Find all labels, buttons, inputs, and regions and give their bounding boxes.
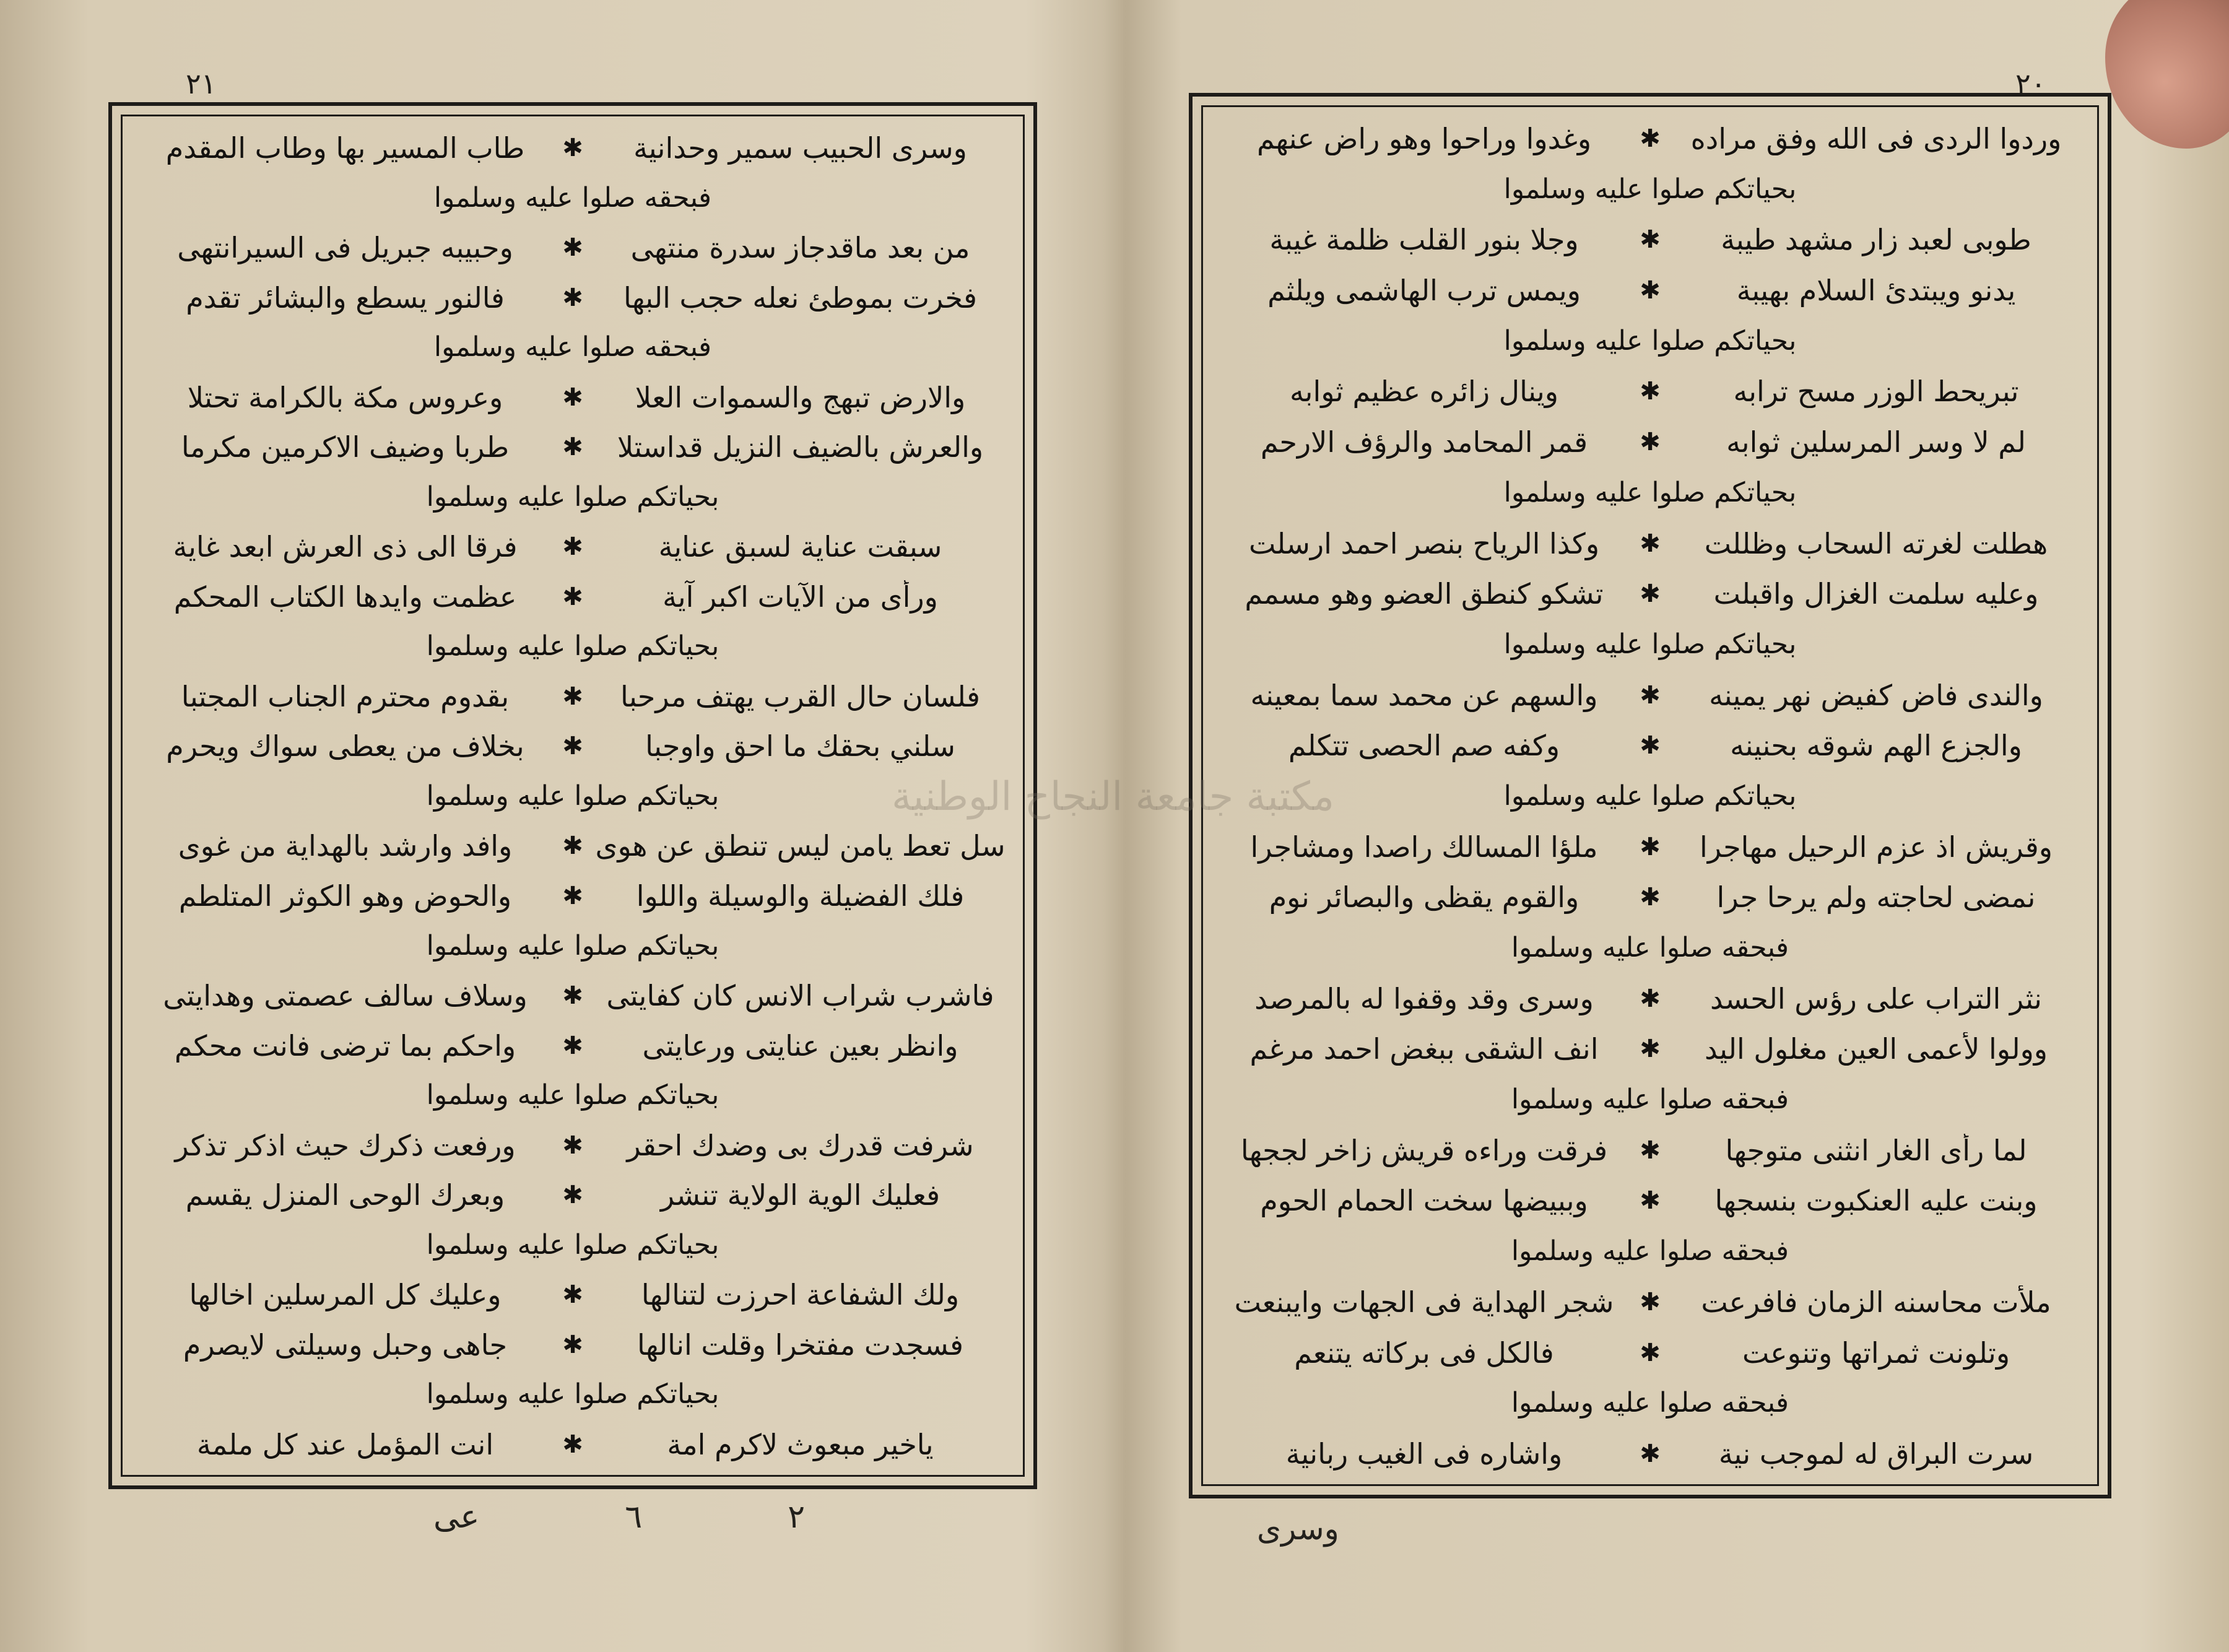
- star-separator-icon: ✱: [562, 383, 583, 412]
- verse-line: [1217, 827, 2083, 867]
- second-hemistich: واشاره فى الغيب ربانية: [1285, 1437, 1563, 1471]
- star-separator-icon: ✱: [562, 283, 583, 312]
- first-hemistich: فاشرب شراب الانس كان كفايتى: [606, 979, 994, 1013]
- second-hemistich: بقدوم محترم الجناب المجتبا: [181, 679, 510, 713]
- refrain-line: بحياتكم صلوا عليه وسلموا: [1503, 173, 1797, 205]
- second-hemistich: انت المؤمل عند كل ملمة: [196, 1427, 494, 1461]
- verse-line: [1217, 978, 2083, 1019]
- refrain-line: فبحقه صلوا عليه وسلموا: [433, 331, 712, 363]
- refrain-line: فبحقه صلوا عليه وسلموا: [1511, 1235, 1789, 1267]
- second-hemistich: فرقا الى ذى العرش ابعد غاية: [173, 530, 518, 564]
- second-hemistich: والقوم يقظى والبصائر نوم: [1269, 880, 1579, 915]
- second-hemistich: تشكو كنطق العضو وهو مسمم: [1245, 577, 1604, 611]
- first-hemistich: سل تعط يامن ليس تنطق عن هوى: [595, 829, 1006, 863]
- first-hemistich: فعليك الوية الولاية تنشر: [660, 1178, 941, 1212]
- star-separator-icon: ✱: [1640, 1186, 1661, 1215]
- second-hemistich: وجلا بنور القلب ظلمة غيبة: [1269, 223, 1579, 257]
- verse-line: [136, 128, 1009, 168]
- refrain-line: بحياتكم صلوا عليه وسلموا: [426, 780, 719, 812]
- first-hemistich: نمضى لحاجته ولم يرحا جرا: [1716, 880, 2036, 915]
- second-hemistich: وينال زائره عظيم ثوابه: [1290, 375, 1558, 409]
- second-hemistich: والسهم عن محمد سما بمعينه: [1250, 678, 1598, 712]
- first-hemistich: والندى فاض كفيض نهر يمينه: [1709, 678, 2043, 712]
- refrain-line: بحياتكم صلوا عليه وسلموا: [1503, 324, 1797, 357]
- refrain-line: فبحقه صلوا عليه وسلموا: [433, 181, 712, 214]
- verse-line: [1217, 1028, 2083, 1069]
- verse-line: [136, 1025, 1009, 1066]
- first-hemistich: والارض تبهج والسموات العلا: [635, 380, 966, 414]
- star-separator-icon: ✱: [562, 1280, 583, 1310]
- star-separator-icon: ✱: [562, 1031, 583, 1060]
- verse-line: [1217, 1180, 2083, 1221]
- star-separator-icon: ✱: [562, 1131, 583, 1160]
- refrain-line: بحياتكم صلوا عليه وسلموا: [1503, 476, 1797, 508]
- verse-line: [1217, 1282, 2083, 1323]
- first-hemistich: طوبى لعبد زار مشهد طيبة: [1721, 223, 2031, 257]
- first-hemistich: لما رأى الغار انثنى متوجها: [1725, 1133, 2027, 1167]
- second-hemistich: وكفه صم الحصى تتكلم: [1288, 729, 1560, 763]
- second-hemistich: فالنور يسطع والبشائر تقدم: [186, 280, 505, 315]
- star-separator-icon: ✱: [1640, 529, 1661, 558]
- star-separator-icon: ✱: [562, 533, 583, 562]
- star-separator-icon: ✱: [1640, 276, 1661, 305]
- star-separator-icon: ✱: [562, 981, 583, 1011]
- verse-line: [136, 227, 1009, 268]
- star-separator-icon: ✱: [562, 233, 583, 263]
- second-hemistich: طاب المسير بها وطاب المقدم: [165, 131, 525, 165]
- star-separator-icon: ✱: [1640, 428, 1661, 457]
- second-hemistich: قمر المحامد والرؤف الارحم: [1260, 425, 1588, 459]
- first-hemistich: يدنو ويبتدئ السلام بهيبة: [1736, 274, 2016, 308]
- verse-block: [121, 115, 1025, 1477]
- verse-line: [1217, 1332, 2083, 1373]
- star-separator-icon: ✱: [1640, 1136, 1661, 1165]
- verse-line: [1217, 523, 2083, 564]
- signature-mark: عى: [433, 1498, 480, 1536]
- star-separator-icon: ✱: [1640, 377, 1661, 406]
- verse-line: [1217, 573, 2083, 614]
- verse-line: [136, 526, 1009, 567]
- star-separator-icon: ✱: [1640, 731, 1661, 760]
- second-hemistich: وبعرك الوحى المنزل يقسم: [185, 1178, 505, 1212]
- star-separator-icon: ✱: [1640, 883, 1661, 912]
- star-separator-icon: ✱: [1640, 1035, 1661, 1064]
- verse-line: [1217, 1130, 2083, 1171]
- refrain-line: بحياتكم صلوا عليه وسلموا: [426, 480, 719, 513]
- verse-line: [136, 825, 1009, 866]
- star-separator-icon: ✱: [1640, 124, 1661, 153]
- first-hemistich: والعرش بالضيف النزيل قداستلا: [617, 430, 984, 464]
- star-separator-icon: ✱: [1640, 225, 1661, 254]
- first-hemistich: ولك الشفاعة احرزت لتنالها: [641, 1278, 960, 1312]
- star-separator-icon: ✱: [562, 582, 583, 611]
- first-hemistich: فخرت بموطئ نعله حجب البها: [623, 280, 978, 315]
- first-hemistich: وردوا الردى فى الله وفق مراده: [1690, 122, 2062, 155]
- star-separator-icon: ✱: [562, 1181, 583, 1210]
- verse-line: [136, 1175, 1009, 1215]
- verse-line: [136, 427, 1009, 467]
- first-hemistich: فلسان حال القرب يهتف مرحبا: [620, 679, 981, 713]
- first-hemistich: وقريش اذ عزم الرحيل مهاجرا: [1700, 830, 2053, 864]
- star-separator-icon: ✱: [1640, 832, 1661, 861]
- refrain-line: بحياتكم صلوا عليه وسلموا: [426, 929, 719, 962]
- second-hemistich: وعليك كل المرسلين اخالها: [189, 1278, 502, 1312]
- library-watermark: مكتبة جامعة النجاح الوطنية: [892, 774, 1335, 820]
- verse-line: [1217, 877, 2083, 918]
- first-hemistich: فلك الفضيلة والوسيلة واللوا: [636, 879, 965, 913]
- refrain-line: بحياتكم صلوا عليه وسلموا: [426, 630, 719, 663]
- second-hemistich: وغدوا وراحوا وهو راض عنهم: [1256, 122, 1592, 155]
- verse-line: [1217, 725, 2083, 766]
- verse-line: [136, 676, 1009, 717]
- refrain-line: بحياتكم صلوا عليه وسلموا: [426, 1378, 719, 1411]
- first-hemistich: وانظر بعين عنايتى ورعايتى: [642, 1028, 958, 1063]
- star-separator-icon: ✱: [562, 832, 583, 861]
- second-hemistich: جاهى وحبل وسيلتى لايصرم: [183, 1328, 508, 1362]
- second-hemistich: وببيضها سخت الحمام الحوم: [1260, 1184, 1588, 1218]
- verse-line: [1217, 422, 2083, 463]
- star-separator-icon: ✱: [562, 433, 583, 462]
- refrain-line: بحياتكم صلوا عليه وسلموا: [1503, 628, 1797, 660]
- page-number: ٢١: [186, 67, 217, 100]
- star-separator-icon: ✱: [562, 1330, 583, 1359]
- star-separator-icon: ✱: [1640, 984, 1661, 1013]
- verse-line: [136, 1125, 1009, 1166]
- verse-line: [1217, 270, 2083, 311]
- second-hemistich: ويمس ترب الهاشمى ويلثم: [1267, 274, 1581, 308]
- first-hemistich: هطلت لغرته السحاب وظللت: [1704, 526, 2048, 560]
- second-hemistich: وعروس مكة بالكرامة تحتلا: [187, 380, 503, 414]
- first-hemistich: فسجدت مفتخرا وقلت انالها: [637, 1328, 964, 1362]
- second-hemistich: فالكل فى بركاته يتنعم: [1294, 1336, 1554, 1370]
- first-hemistich: وبنت عليه العنكبوت بنسجها: [1714, 1184, 2038, 1218]
- page-number: ٢٠: [2015, 67, 2046, 100]
- refrain-line: فبحقه صلوا عليه وسلموا: [1511, 1387, 1789, 1419]
- verse-block: [1201, 105, 2099, 1486]
- refrain-line: بحياتكم صلوا عليه وسلموا: [1503, 780, 1797, 812]
- verse-line: [1217, 118, 2083, 159]
- verse-line: [1217, 675, 2083, 716]
- second-hemistich: انف الشقى ببغض احمد مرغم: [1249, 1032, 1599, 1066]
- second-hemistich: وافد وارشد بالهداية من غوى: [178, 829, 513, 863]
- star-separator-icon: ✱: [562, 134, 583, 162]
- second-hemistich: وسرى وقد وقفوا له بالمرصد: [1254, 981, 1594, 1015]
- verse-line: [136, 876, 1009, 916]
- star-separator-icon: ✱: [562, 1430, 583, 1459]
- second-hemistich: عظمت وايدها الكتاب المحكم: [173, 580, 517, 614]
- first-hemistich: شرفت قدرك بى وضدك احقر: [627, 1128, 974, 1162]
- second-hemistich: وحبيبه جبريل فى السيرانتهى: [177, 231, 513, 265]
- first-hemistich: من بعد ماقدجاز سدرة منتهى: [630, 231, 970, 265]
- first-hemistich: ورأى من الآيات اكبر آية: [663, 580, 938, 614]
- verse-line: [136, 975, 1009, 1016]
- verse-line: [136, 576, 1009, 617]
- second-hemistich: فرقت وراءه قريش زاخر لججها: [1240, 1133, 1608, 1167]
- second-hemistich: ورفعت ذكرك حيث اذكر تذكر: [175, 1128, 516, 1162]
- refrain-line: بحياتكم صلوا عليه وسلموا: [426, 1228, 719, 1261]
- first-hemistich: ياخير مبعوث لاكرم امة: [667, 1427, 934, 1461]
- right-page: [1121, 0, 2229, 1652]
- verse-line: [1217, 371, 2083, 412]
- first-hemistich: وعليه سلمت الغزال واقبلت: [1713, 577, 2039, 611]
- first-hemistich: نثر التراب على رؤس الحسد: [1710, 981, 2042, 1015]
- refrain-line: فبحقه صلوا عليه وسلموا: [1511, 932, 1789, 963]
- star-separator-icon: ✱: [562, 682, 583, 711]
- first-hemistich: وتلونت ثمراتها وتنوعت: [1742, 1336, 2010, 1370]
- second-hemistich: والحوض وهو الكوثر المتلطم: [178, 879, 512, 913]
- first-hemistich: والجزع الهم شوقه بحنينه: [1730, 729, 2022, 763]
- first-hemistich: تبريحط الوزر مسح ترابه: [1733, 375, 2019, 409]
- verse-line: [136, 1424, 1009, 1465]
- first-hemistich: سلني بحقك ما احق واوجبا: [645, 729, 955, 763]
- star-separator-icon: ✱: [562, 732, 583, 761]
- first-hemistich: وسرى الحبيب سمير وحدانية: [633, 131, 967, 165]
- first-hemistich: لم لا وسر المرسلين ثوابه: [1726, 425, 2026, 459]
- star-separator-icon: ✱: [562, 881, 583, 910]
- first-hemistich: سرت البراق له لموجب نية: [1718, 1437, 2034, 1471]
- second-hemistich: ملؤا المسالك راصدا ومشاجرا: [1250, 830, 1598, 864]
- verse-line: [136, 1274, 1009, 1315]
- second-hemistich: واحكم بما ترضى فانت محكم: [174, 1028, 516, 1063]
- star-separator-icon: ✱: [1640, 1287, 1661, 1316]
- second-hemistich: بخلاف من يعطى سواك ويحرم: [166, 729, 524, 763]
- verse-line: [1217, 1433, 2083, 1474]
- star-separator-icon: ✱: [1640, 1338, 1661, 1367]
- star-separator-icon: ✱: [1640, 680, 1661, 710]
- verse-line: [136, 277, 1009, 318]
- second-hemistich: وكذا الرياح بنصر احمد ارسلت: [1248, 526, 1600, 560]
- left-page: [0, 0, 1108, 1652]
- catchword: وسرى: [1257, 1511, 1339, 1547]
- verse-line: [136, 1324, 1009, 1365]
- first-hemistich: وولوا لأعمى العين مغلول اليد: [1704, 1032, 2048, 1066]
- verse-line: [136, 726, 1009, 767]
- second-hemistich: شجر الهداية فى الجهات وايبنعت: [1234, 1285, 1614, 1319]
- signature-mark: ٦: [625, 1498, 643, 1536]
- second-hemistich: طربا وضيف الاكرمين مكرما: [181, 430, 510, 464]
- signature-mark: ٢: [788, 1498, 805, 1536]
- refrain-line: بحياتكم صلوا عليه وسلموا: [426, 1079, 719, 1111]
- verse-line: [136, 377, 1009, 418]
- verse-line: [1217, 219, 2083, 260]
- refrain-line: فبحقه صلوا عليه وسلموا: [1511, 1084, 1789, 1116]
- star-separator-icon: ✱: [1640, 1439, 1661, 1468]
- first-hemistich: ملأت محاسنه الزمان فافرعت: [1701, 1285, 2051, 1319]
- star-separator-icon: ✱: [1640, 580, 1661, 609]
- signature-marks: [433, 1498, 805, 1536]
- first-hemistich: سبقت عناية لسبق عناية: [658, 530, 942, 564]
- second-hemistich: وسلاف سالف عصمتى وهدايتى: [163, 979, 528, 1013]
